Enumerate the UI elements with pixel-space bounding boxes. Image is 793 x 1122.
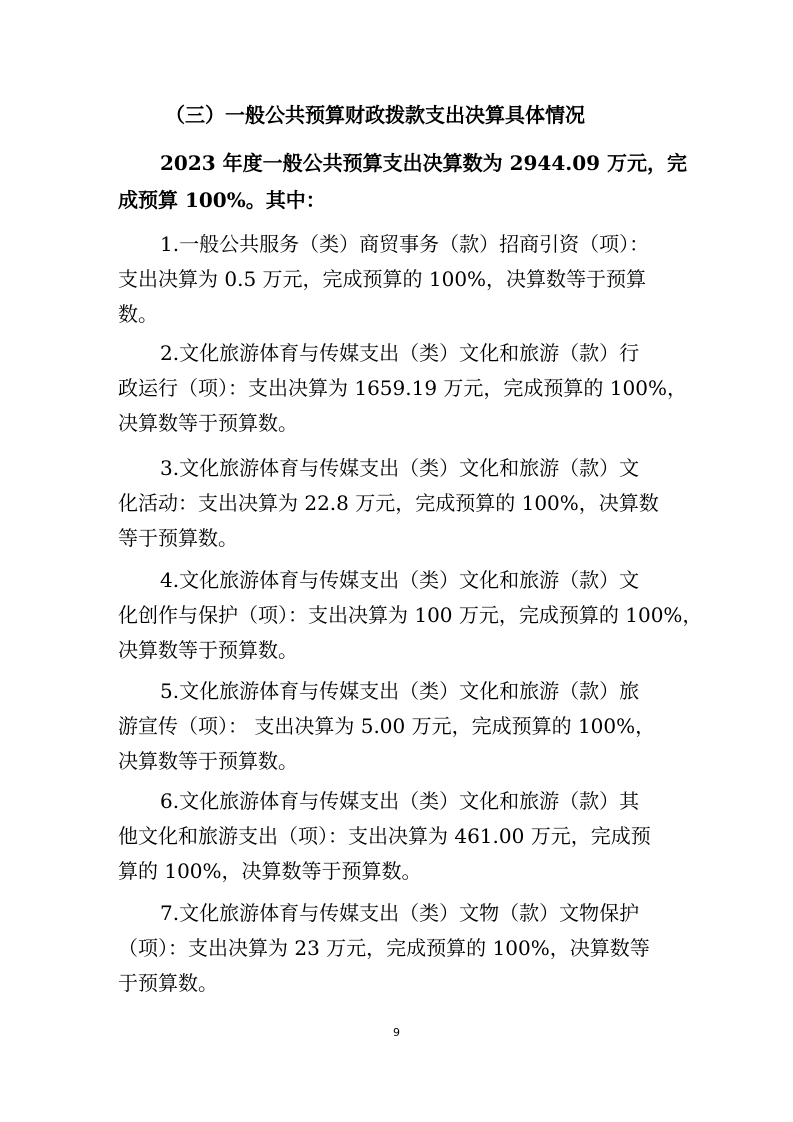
item-4-line-1: 4.文化旅游体育与传媒支出（类）文化和旅游（款）文 [160,568,640,592]
item-7-line-2: （项）：支出决算为 23 万元，完成预算的 100%，决算数等 [118,936,650,960]
item-7-line-3: 于预算数。 [118,971,218,995]
item-4-line-3: 决算数等于预算数。 [118,638,298,662]
item-6-line-1: 6.文化旅游体育与传媒支出（类）文化和旅游（款）其 [160,789,640,813]
item-3-line-1: 3.文化旅游体育与传媒支出（类）文化和旅游（款）文 [160,456,640,480]
item-5-line-3: 决算数等于预算数。 [118,749,298,773]
item-2-line-2: 政运行（项）：支出决算为 1659.19 万元，完成预算的 100%， [118,376,687,400]
page-number: 9 [393,1026,400,1039]
item-4-line-2: 化创作与保护（项）：支出决算为 100 万元，完成预算的 100%， [118,603,703,627]
item-2-line-1: 2.文化旅游体育与传媒支出（类）文化和旅游（款）行 [160,341,640,365]
item-3-line-3: 等于预算数。 [118,526,238,550]
item-3-line-2: 化活动：支出决算为 22.8 万元，完成预算的 100%，决算数 [118,491,659,515]
item-7-line-1: 7.文化旅游体育与传媒支出（类）文物（款）文物保护 [160,901,640,925]
item-1-line-3: 数。 [118,302,158,326]
item-5-line-1: 5.文化旅游体育与传媒支出（类）文化和旅游（款）旅 [160,679,640,703]
item-2-line-3: 决算数等于预算数。 [118,411,298,435]
item-1-line-1: 1.一般公共服务（类）商贸事务（款）招商引资（项）： [160,232,650,256]
section-heading: （三）一般公共预算财政拨款支出决算具体情况 [165,103,585,127]
item-6-line-3: 算的 100%，决算数等于预算数。 [118,859,422,883]
summary-line-2: 成预算 100%。其中： [118,188,326,212]
item-1-line-2: 支出决算为 0.5 万元，完成预算的 100%，决算数等于预算 [118,267,647,291]
item-6-line-2: 他文化和旅游支出（项）：支出决算为 461.00 万元，完成预 [118,824,651,848]
summary-line-1: 2023 年度一般公共预算支出决算数为 2944.09 万元，完 [160,151,688,175]
item-5-line-2: 游宣传（项）： 支出决算为 5.00 万元，完成预算的 100%， [118,714,656,738]
